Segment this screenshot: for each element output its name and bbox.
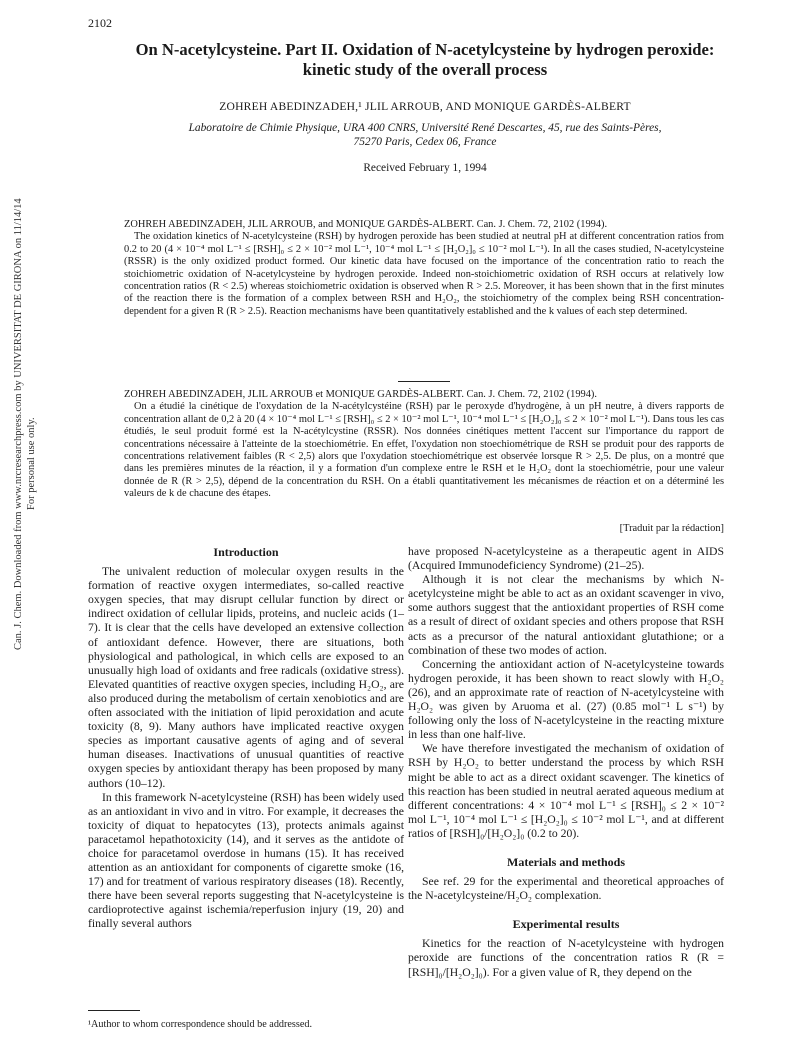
abstract-english: [124, 219, 724, 318]
introduction-paragraph-4: Although it is not clear the mechanisms by which N-acetylcysteine might be able to act as an oxidant scavenger in vivo, some authors suggest that the antioxidant properties of RSH come as a result of direct of oxidant species and others propose that RSH acts as a precursor of the natural antioxidant glutathione; or a combination of these two modes of action.: [408, 573, 724, 657]
results-paragraph-1: Kinetics for the reaction of N-acetylcysteine with hydrogen peroxide are functions of the concentration ratios R (R = [RSH]₀/[H₂O₂]₀). For a given value of R, they depend on the: [408, 937, 724, 979]
footnote: ¹Author to whom correspondence should be addressed.: [88, 1019, 313, 1030]
article-title-line2: kinetic study of the overall process: [302, 60, 548, 79]
abstract-english-text: The oxidation kinetics of N-acetylcysteine (RSH) by hydrogen peroxide has been studied at neutral pH at different concentration ratios from 0.2 to 20 (4 × 10⁻⁴ mol L⁻¹ ≤ [RSH]₀ ≤ 2 × 10⁻² mol L⁻¹, 10⁻⁴ mol L⁻¹ ≤ [H₂O₂]₀ ≤ 10⁻² mol L⁻¹). In all the cases studied, N-acetylcysteine (RSSR) is the only oxidized product formed. Our kinetic data have focused on the importance of the concentration ratio to reach the stoichiometric oxidation of N-acetylcysteine by hydrogen peroxide. Indeed non-stoichiometric oxidation of RSH occurs at relatively low concentration ratios (R < 2.5) whereas stoichiometric oxidation is observed when R > 2.5. Moreover, it has been shown that in the first minutes of the reaction there is the formation of a complex between RSH and H₂O₂, the stoichiometry of the complex being RSH concentration-dependent for a given R (R > 2.5). Reaction mechanisms have been quantitatively established and the k values of each step determined.: [124, 231, 724, 317]
abstract-english-citation: ZOHREH ABEDINZADEH, JLIL ARROUB, and MONIQUE GARDÈS-ALBERT. Can. J. Chem. 72, 2102 (1994).: [124, 219, 608, 230]
materials-paragraph-1: See ref. 29 for the experimental and theoretical approaches of the N-acetylcysteine/H₂O₂ complexation.: [408, 875, 724, 903]
introduction-paragraph-6: We have therefore investigated the mechanism of oxidation of RSH by H₂O₂ to better understand the process by which RSH might be able to act as a direct oxidant scavenger. The kinetics of this reaction has been studied in neutral aerated aqueous medium at different concentrations: 4 × 10⁻⁴ mol L⁻¹ ≤ [RSH]₀ ≤ 2 × 10⁻² mol L⁻¹, 10⁻⁴ mol L⁻¹ ≤ [H₂O₂]₀ ≤ 10⁻² mol L⁻¹, and at different ratios of [RSH]₀/[H₂O₂]₀ (0.2 to 20).: [408, 742, 724, 840]
materials-heading: Materials and methods: [507, 854, 625, 869]
introduction-heading: Introduction: [213, 545, 279, 559]
translation-note: [Traduit par la rédaction]: [619, 523, 724, 534]
affiliation-line1: Laboratoire de Chimie Physique, URA 400 CNRS, Université René Descartes, 45, rue des Saints-Pères,: [188, 122, 662, 134]
download-watermark-line2: For personal use only.: [26, 417, 37, 510]
article-title: [120, 40, 730, 80]
affiliation: [150, 121, 700, 149]
article-title-line1: On N-acetylcysteine. Part II. Oxidation of N-acetylcysteine by hydrogen peroxide:: [135, 40, 715, 59]
introduction-paragraph-2: In this framework N-acetylcysteine (RSH) has been widely used as an antioxidant in vivo and in vitro. For example, it decreases the toxicity of diquat to hepatocytes (13), protects animals against paracetamol hepathotoxicity (14), and it serves as the antidote of choice for paracetamol overdose in humans (15). It has received attention as an antioxidant for components of cigarette smoke (16, 17) and for treatment of various respiratory diseases (18). Recently, there have been several reports suggesting that N-acetylcysteine is cardioprotective against ischemia/reperfusion injury (19, 20) and finally several authors: [88, 790, 404, 931]
abstract-french-citation: ZOHREH ABEDINZADEH, JLIL ARROUB et MONIQUE GARDÈS-ALBERT. Can. J. Chem. 72, 2102 (1994).: [124, 389, 597, 400]
introduction-paragraph-1: The univalent reduction of molecular oxygen results in the formation of reactive oxygen intermediates, so-called reactive oxygen species, that may disrupt cellular function by direct or indirect oxidation of cellular lipids, proteins, and nucleic acids (1–7). It is clear that the cells have developed an extensive collection of antioxidant defence. However, there are situations, both physiological and pathological, in which cells are exposed to an unusually high load of oxidants and free radicals (oxidative stress). Elevated quantities of reactive oxygen species, including H₂O₂, are also produced during the metabolism of certain xenobiotics and are often associated with the initiation of lipid peroxidation and acute toxicity (8, 9). Many authors have implicated reactive oxygen species as important causative agents of aging and of several human diseases. Inactivations of unusual quantities of reactive oxygen species by antioxidant therapy has been proposed by many authors (10–12).: [88, 565, 404, 790]
download-watermark-line1: Can. J. Chem. Downloaded from www.nrcresearchpress.com by UNIVERSITAT DE GIRONA on 11/14/14: [13, 198, 24, 650]
results-heading: Experimental results: [512, 917, 620, 932]
affiliation-line2: 75270 Paris, Cedex 06, France: [353, 136, 497, 148]
right-column: [408, 545, 724, 980]
introduction-paragraph-5: Concerning the antioxidant action of N-acetylcysteine towards hydrogen peroxide, it has been shown to react slowly with H₂O₂ (26), and an approximate rate of reaction of N-acetylcysteine with H₂O₂ was given by Aruoma et al. (27) (0.85 mol⁻¹ L s⁻¹) by following only the loss of N-acetylcysteine in the reacting mixture in less than one half-live.: [408, 657, 724, 742]
abstract-divider: [398, 381, 450, 382]
footnote-divider: [88, 1010, 140, 1011]
received-date: Received February 1, 1994: [363, 162, 487, 174]
abstract-french-text: On a étudié la cinétique de l'oxydation de la N-acétylcystéine (RSH) par le peroxyde d'hydrogène, à un pH neutre, à divers rapports de concentration allant de 0,2 à 20 (4 × 10⁻⁴ mol L⁻¹ ≤ [RSH]₀ ≤ 2 × 10⁻² mol L⁻¹, 10⁻⁴ mol L⁻¹ ≤ [H₂O₂]₀ ≤ 2 × 10⁻² mol L⁻¹). Dans tous les cas étudiés, le seul produit formé est la N-acétylcystine (RSSR). Nos données cinétiques mettent l'accent sur l'importance du rapport de concentrations nécessaire à l'atteinte de la stoechiométrie. En effet, l'oxydation non stoechiométrique de RSH se produit pour des rapports de concentrations relativement faibles (R < 2,5) alors que l'oxydation stoechiométrique est observée lorsque R > 2,5. De plus, on a montré que dans les premières minutes de la réaction, il y a formation d'un complexe entre le RSH et le H₂O₂ dont la stoechiométrie, pour une valeur donnée de R (R > 2,5), dépend de la concentration du RSH. On a établi quantitativement les mécanismes de réaction et on a déterminé les valeurs de k de chacune des étapes.: [124, 401, 724, 500]
download-watermark: [12, 198, 38, 650]
author-list: ZOHREH ABEDINZADEH,¹ JLIL ARROUB, AND MONIQUE GARDÈS-ALBERT: [219, 100, 631, 113]
abstract-french: [124, 389, 724, 501]
left-column: [88, 545, 404, 932]
page-number: 2102: [88, 16, 112, 30]
introduction-paragraph-3: have proposed N-acetylcysteine as a therapeutic agent in AIDS (Acquired Immunodeficiency Syndrome) (21–25).: [408, 545, 724, 573]
